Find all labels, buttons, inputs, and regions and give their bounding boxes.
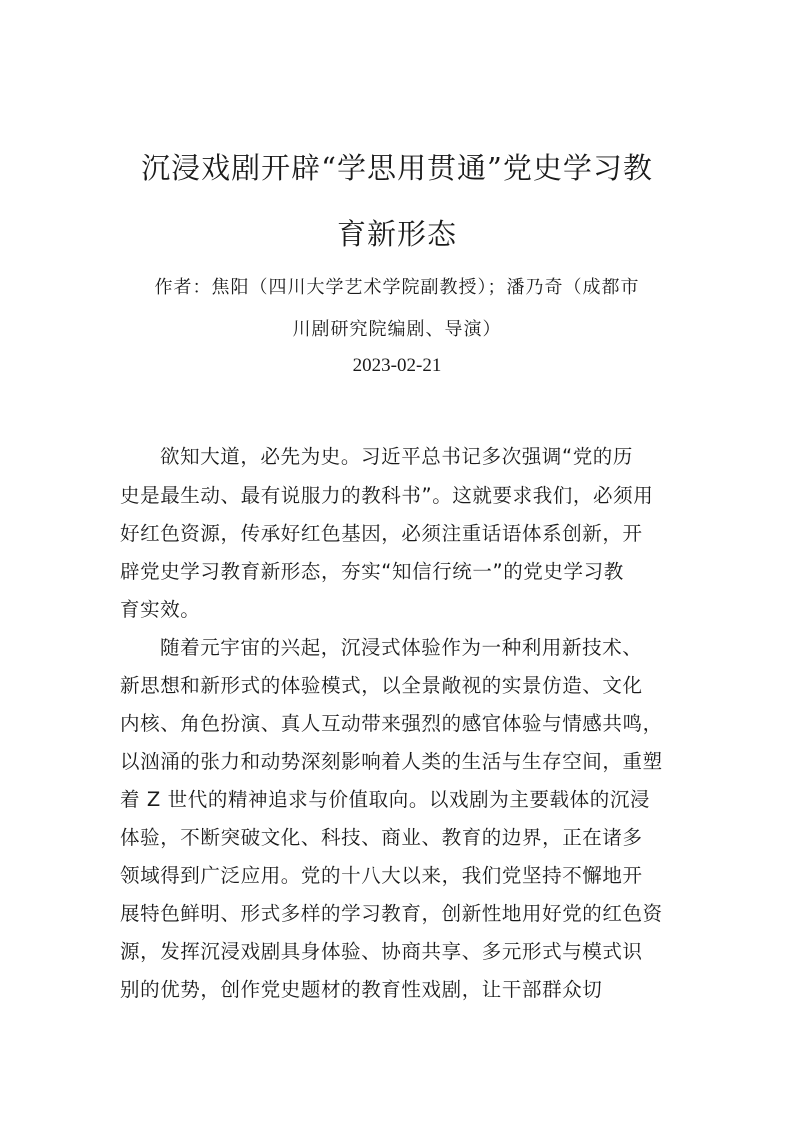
paragraph-1-line: 辟党史学习教育新形态，夯实“知信行统一”的党史学习教 — [120, 560, 624, 583]
author-line-2: 川剧研究院编剧、导演） — [292, 319, 502, 340]
paragraph-1-line: 欲知大道，必先为史。习近平总书记多次强调“党的历 — [160, 445, 634, 468]
paragraph-2-line: 内核、角色扮演、真人互动带来强烈的感官体验与情感共鸣， — [120, 712, 663, 735]
paragraph-2-line: 着 Z 世代的精神追求与价值取向。以戏剧为主要载体的沉浸 — [120, 788, 651, 811]
publish-date: 2023-02-21 — [352, 355, 442, 376]
paragraph-1-line: 史是最生动、最有说服力的教科书”。这就要求我们，必须用 — [120, 484, 654, 507]
article-title-line-1: 沉浸戏剧开辟“学思用贯通”党史学习教 — [141, 151, 653, 185]
paragraph-2-line: 源，发挥沉浸戏剧具身体验、协商共享、多元形式与模式识 — [120, 940, 643, 963]
paragraph-2-line: 别的优势，创作党史题材的教育性戏剧，让干部群众切 — [120, 978, 603, 1001]
paragraph-2-line: 随着元宇宙的兴起，沉浸式体验作为一种利用新技术、 — [160, 636, 643, 659]
paragraph-2-line: 体验，不断突破文化、科技、商业、教育的边界，正在诸多 — [120, 826, 643, 849]
author-line-1: 作者：焦阳（四川大学艺术学院副教授）；潘乃奇（成都市 — [154, 277, 640, 298]
article-title-line-2: 育新形态 — [336, 217, 457, 251]
paragraph-2-line: 新思想和新形式的体验模式，以全景敞视的实景仿造、文化 — [120, 674, 643, 697]
paragraph-2-line: 以汹涌的张力和动势深刻影响着人类的生活与生存空间，重塑 — [120, 750, 663, 773]
paragraph-1-line: 好红色资源，传承好红色基因，必须注重话语体系创新，开 — [120, 522, 643, 545]
paragraph-2-line: 领域得到广泛应用。党的十八大以来，我们党坚持不懈地开 — [120, 864, 643, 887]
paragraph-2-line: 展特色鲜明、形式多样的学习教育，创新性地用好党的红色资 — [120, 902, 663, 925]
paragraph-1-line: 育实效。 — [120, 598, 201, 621]
